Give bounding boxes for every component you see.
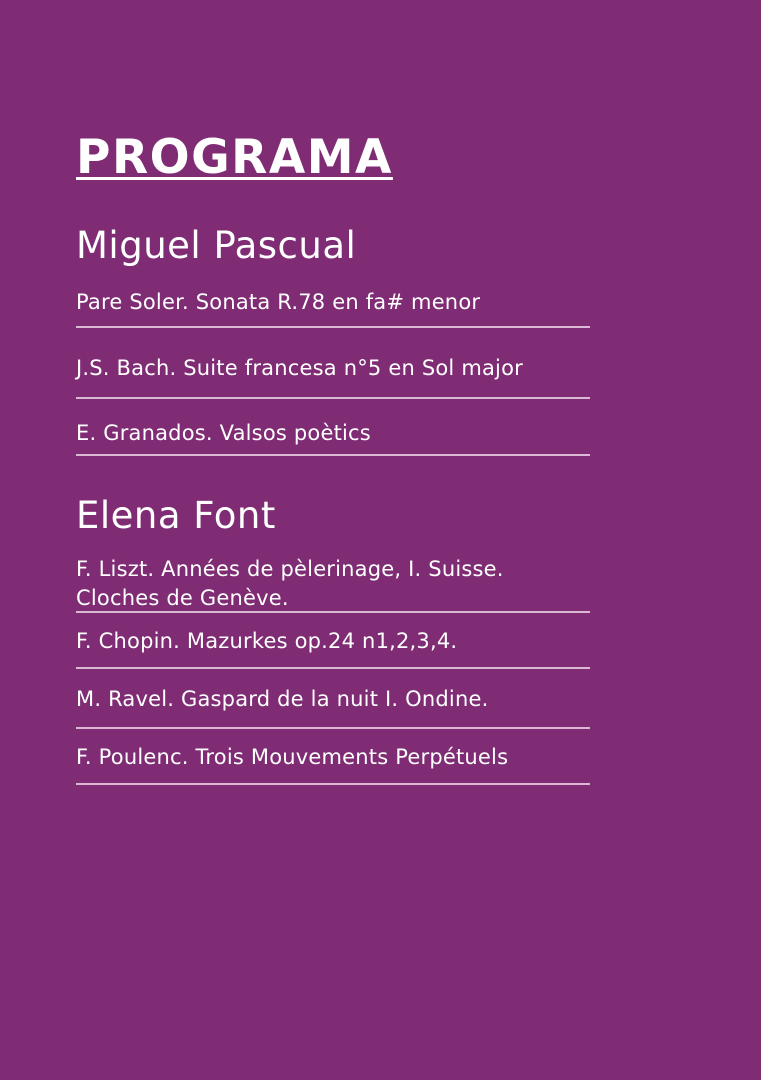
divider [76, 727, 590, 729]
divider [76, 397, 590, 399]
divider [76, 454, 590, 456]
program-item-text: M. Ravel. Gaspard de la nuit I. Ondine. [76, 687, 489, 711]
program-item-text: F. Poulenc. Trois Mouvements Perpétuels [76, 745, 509, 769]
performer-name: Elena Font [76, 494, 276, 537]
performer-name: Miguel Pascual [76, 224, 357, 267]
divider [76, 667, 590, 669]
program-item [76, 627, 590, 656]
program-item [76, 354, 590, 383]
program-item-text: E. Granados. Valsos poètics [76, 421, 371, 445]
program-item-text: Pare Soler. Sonata R.78 en fa# menor [76, 290, 481, 314]
program-item-text: J.S. Bach. Suite francesa n°5 en Sol major [76, 356, 523, 380]
program-item-text: F. Chopin. Mazurkes op.24 n1,2,3,4. [76, 629, 458, 653]
divider [76, 326, 590, 328]
program-item [76, 743, 590, 772]
divider [76, 611, 590, 613]
program-item-text: F. Liszt. Années de pèlerinage, I. Suisse. Cloches de Genève. [76, 557, 504, 610]
page-title: PROGRAMA [76, 130, 393, 185]
program-page [76, 0, 590, 1080]
program-item [76, 685, 590, 714]
program-item [76, 288, 590, 317]
divider [76, 783, 590, 785]
program-item [76, 419, 590, 448]
program-item [76, 555, 590, 613]
